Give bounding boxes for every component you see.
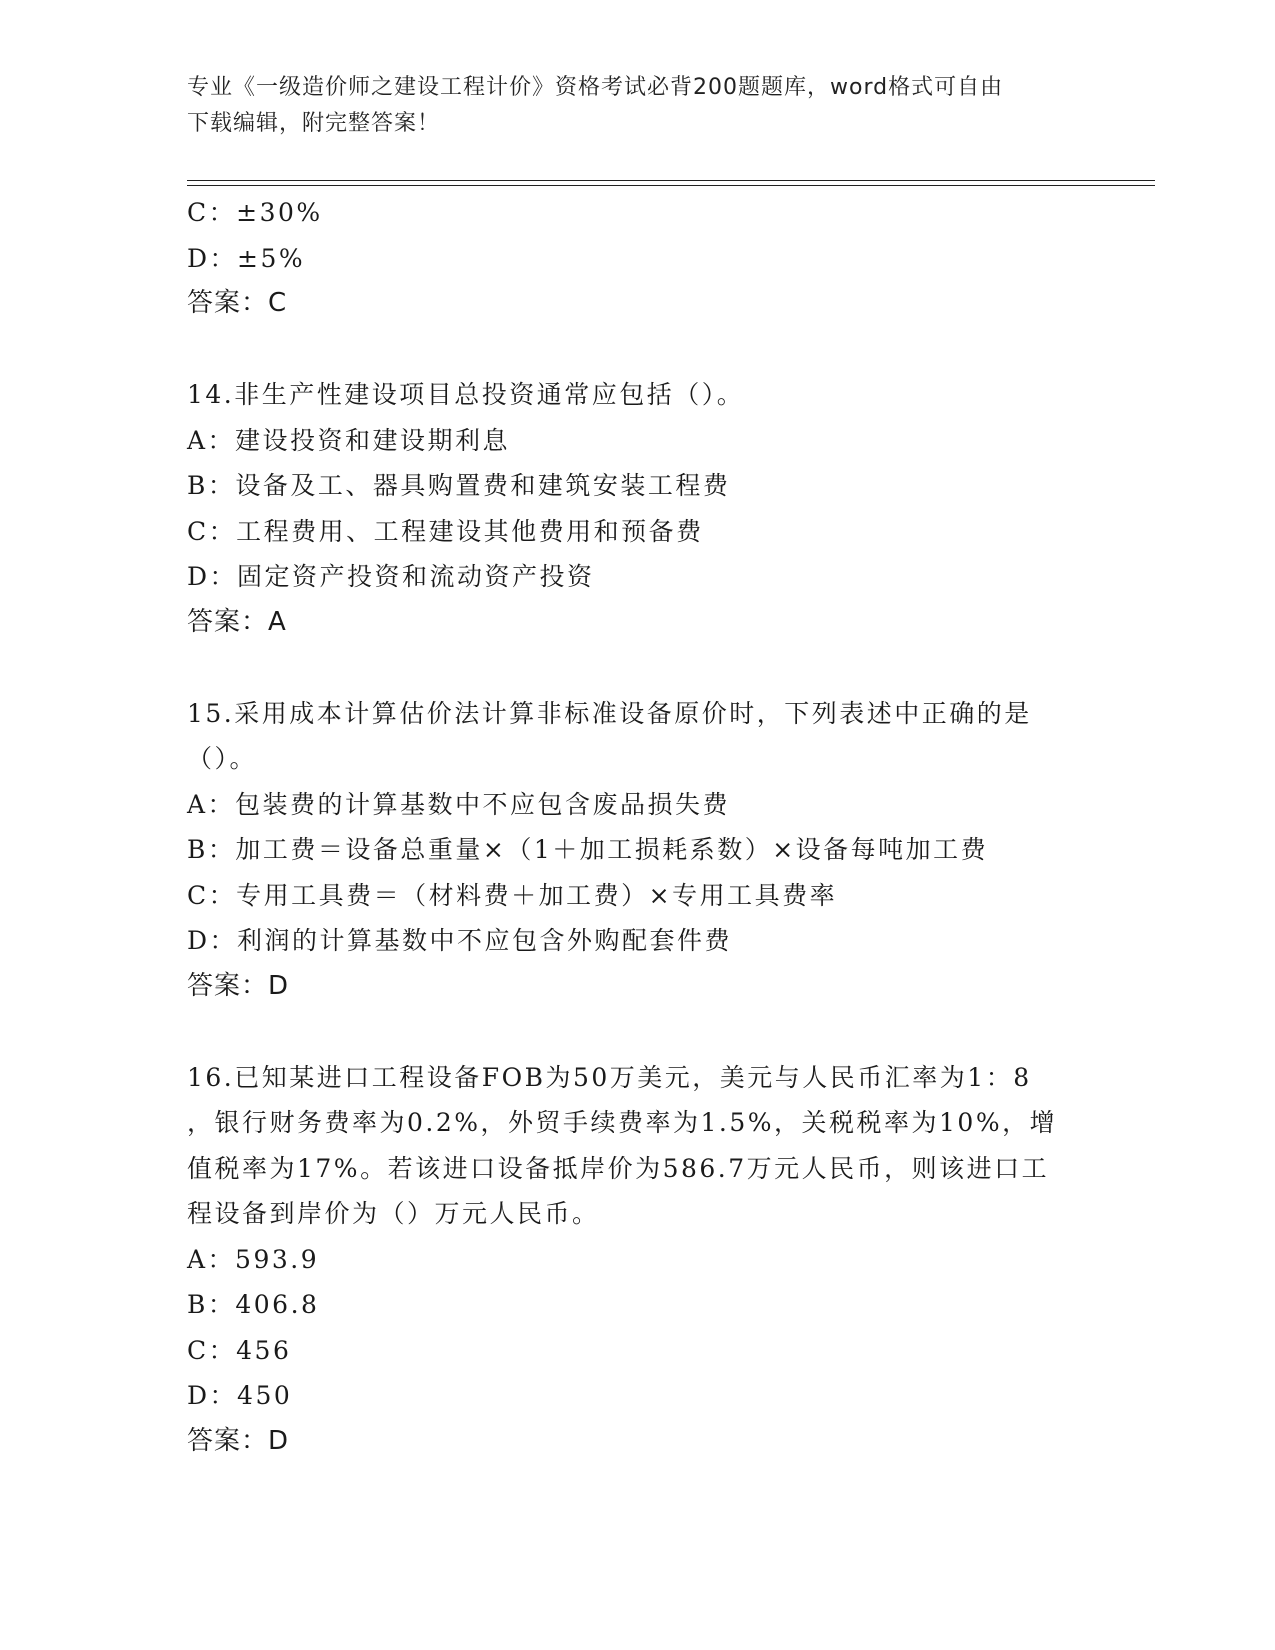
option-d: D：±5%: [187, 243, 306, 273]
answer-line: 答案：D: [187, 1425, 290, 1456]
question-stem: 15.采用成本计算估价法计算非标准设备原价时，下列表述中正确的是: [187, 698, 1032, 728]
spacer: [187, 645, 1087, 691]
option-b: B：设备及工、器具购置费和建筑安装工程费: [187, 471, 731, 500]
spacer: [187, 1009, 1087, 1055]
header-line-1: 专业《一级造价师之建设工程计价》资格考试必背200题题库，word格式可自由: [187, 75, 1004, 100]
option-c: C：工程费用、工程建设其他费用和预备费: [187, 516, 704, 546]
option-d: D：固定资产投资和流动资产投资: [187, 562, 595, 591]
question-16: [187, 1055, 1087, 1465]
option-a: A：593.9: [187, 1244, 320, 1274]
prev-question: [187, 190, 1087, 327]
question-stem: 14.非生产性建设项目总投资通常应包括（）。: [187, 380, 745, 409]
question-14: [187, 372, 1087, 645]
answer-line: 答案：A: [187, 606, 287, 637]
answer-line: 答案：C: [187, 288, 288, 318]
option-c: C：专用工具费＝（材料费＋加工费）×专用工具费率: [187, 880, 838, 910]
option-b: B：406.8: [187, 1290, 320, 1319]
document-header: [187, 70, 1087, 142]
document-body: [187, 190, 1087, 1464]
option-d: D：450: [187, 1381, 293, 1410]
option-a: A：包装费的计算基数中不应包含废品损失费: [187, 789, 731, 819]
header-line-2: 下载编辑，附完整答案！: [187, 111, 441, 136]
header-divider-bottom: [187, 185, 1155, 186]
question-stem: ，银行财务费率为0.2%，外贸手续费率为1.5%，关税税率为10%，增: [187, 1108, 1058, 1137]
spacer: [187, 327, 1087, 373]
question-stem: 程设备到岸价为（）万元人民币。: [187, 1199, 600, 1228]
option-c: C：456: [187, 1335, 292, 1365]
option-a: A：建设投资和建设期利息: [187, 425, 511, 455]
question-15: [187, 691, 1087, 1010]
option-b: B：加工费＝设备总重量×（1＋加工损耗系数）×设备每吨加工费: [187, 835, 989, 864]
question-stem: 值税率为17%。若该进口设备抵岸价为586.7万元人民币，则该进口工: [187, 1153, 1050, 1183]
answer-line: 答案：D: [187, 970, 290, 1001]
option-c: C：±30%: [187, 198, 323, 227]
question-stem: 16.已知某进口工程设备FOB为50万美元，美元与人民币汇率为1：8: [187, 1062, 1032, 1092]
question-stem: （）。: [187, 744, 258, 773]
option-d: D：利润的计算基数中不应包含外购配套件费: [187, 926, 733, 955]
header-divider-top: [187, 180, 1155, 181]
